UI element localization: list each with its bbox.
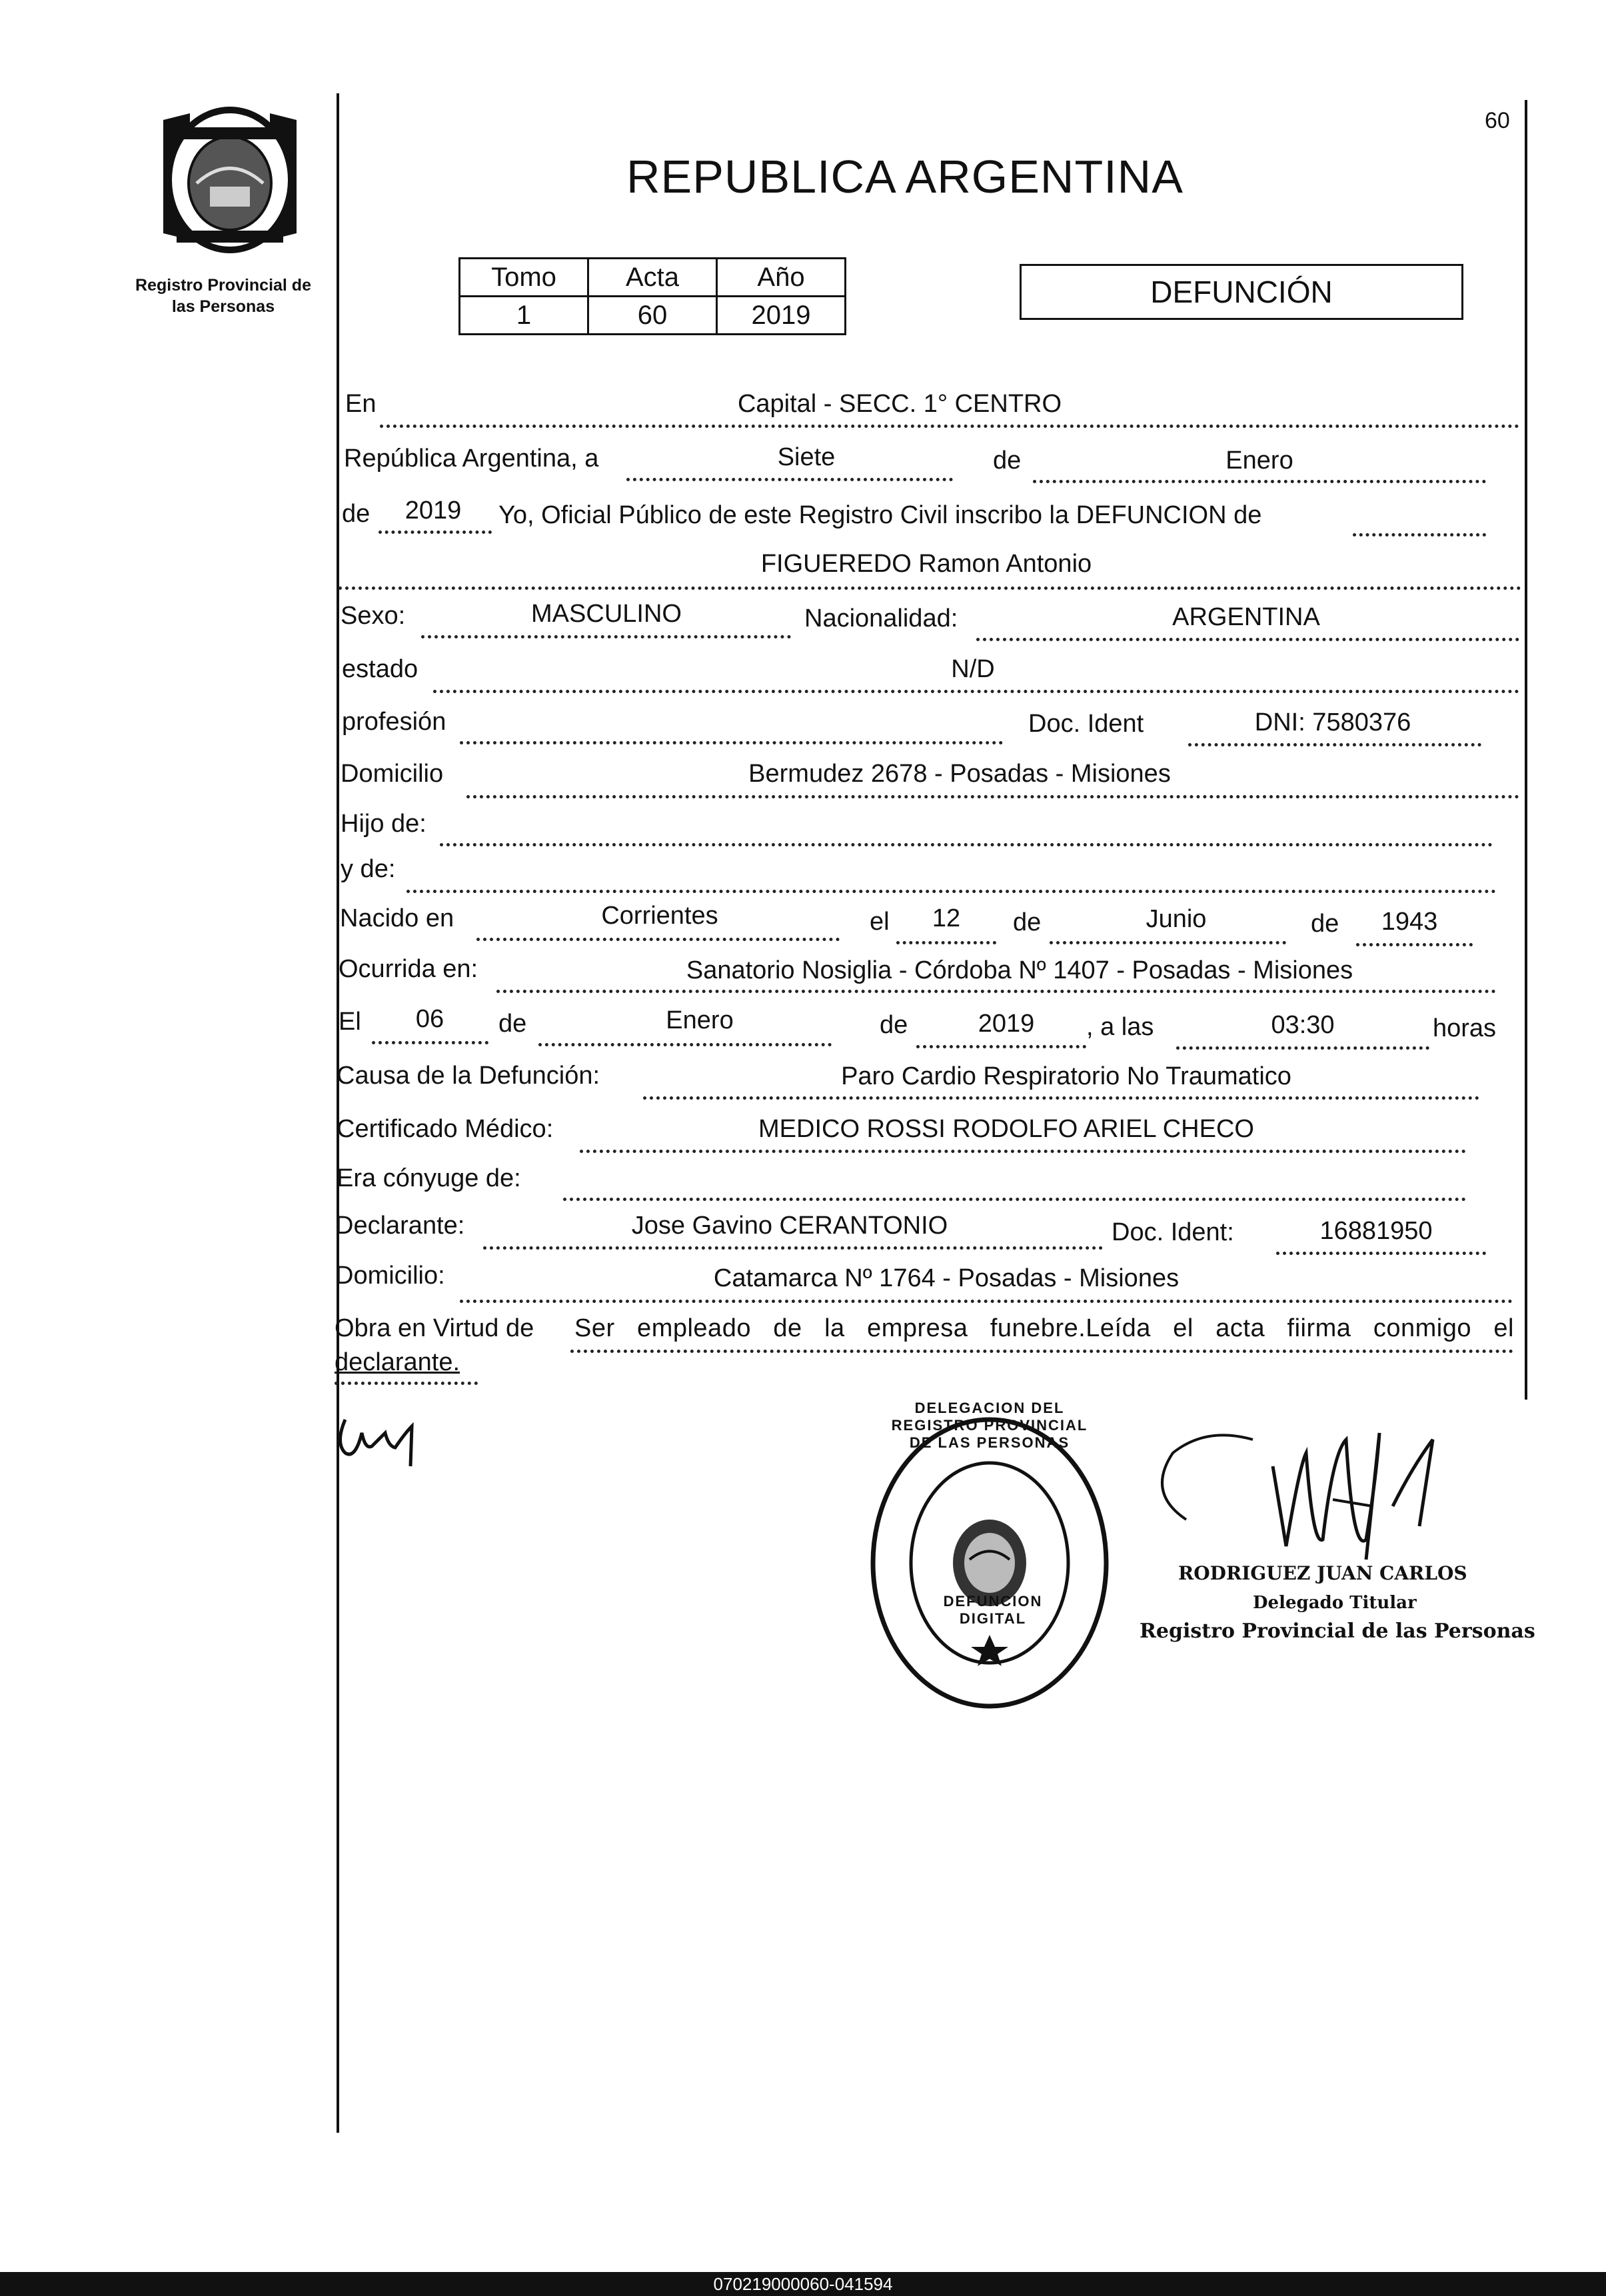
document-type-box: DEFUNCIÓN: [1020, 264, 1463, 320]
alas-label: , a las: [1086, 1013, 1154, 1041]
nacionalidad-value: ARGENTINA: [1172, 603, 1320, 631]
doc-ident-dots: [1188, 743, 1481, 746]
year-value: 2019: [404, 497, 462, 525]
nacido-dots: [476, 938, 840, 941]
birth-year: 1943: [1381, 908, 1438, 936]
right-margin-line: [1525, 100, 1527, 1400]
sexo-value: MASCULINO: [531, 600, 682, 628]
day-dots: [626, 478, 953, 481]
sexo-dots: [421, 635, 791, 638]
page-number: 60: [1485, 108, 1510, 133]
left-margin-line: [337, 93, 339, 2133]
death-month-dots: [538, 1043, 832, 1046]
death-de1-label: de: [498, 1010, 527, 1038]
ocurrida-value: Sanatorio Nosiglia - Córdoba Nº 1407 - Posadas - Misiones: [686, 956, 1353, 984]
country-title: REPUBLICA ARGENTINA: [626, 151, 1184, 203]
death-de2-label: de: [880, 1011, 908, 1039]
oficial-dots: [1353, 533, 1486, 537]
birth-month: Junio: [1146, 905, 1207, 933]
death-time-dots: [1176, 1046, 1429, 1050]
obra-label: Obra en Virtud de: [335, 1314, 534, 1342]
birth-year-dots: [1356, 943, 1473, 946]
province-seal-icon: [150, 100, 310, 260]
month-value: Enero: [1225, 447, 1293, 475]
decl-domicilio-label: Domicilio:: [335, 1262, 445, 1290]
sexo-label: Sexo:: [341, 602, 406, 630]
decl-doc-label: Doc. Ident:: [1112, 1218, 1234, 1246]
registry-stamp-icon: [863, 1410, 1116, 1716]
declarante-dots: [483, 1246, 1103, 1250]
domicilio-label: Domicilio: [341, 760, 444, 788]
declarante-label: Declarante:: [335, 1212, 465, 1240]
registry-name: Registro Provincial de las Personas: [135, 276, 311, 316]
record-table: [458, 257, 846, 335]
doc-ident-value: DNI: 7580376: [1254, 708, 1411, 736]
birth-month-dots: [1050, 941, 1286, 944]
nacido-label: Nacido en: [340, 904, 454, 932]
en-value: Capital - SECC. 1° CENTRO: [737, 390, 1062, 418]
estado-value: N/D: [951, 655, 995, 683]
domicilio-value: Bermudez 2678 - Posadas - Misiones: [748, 760, 1171, 788]
stamp-ring-text: DELEGACION DEL REGISTRO PROVINCIAL DE LAS PERSONAS: [891, 1400, 1088, 1451]
death-day-dots: [372, 1041, 488, 1044]
decl-doc-dots: [1276, 1252, 1486, 1255]
birth-de2-label: de: [1311, 910, 1339, 938]
yde-label: y de:: [341, 855, 396, 883]
yde-dots: [406, 890, 1496, 893]
obra-value-continued: declarante.: [335, 1348, 460, 1376]
obra-dots-2: [335, 1382, 478, 1385]
birth-day: 12: [932, 904, 961, 932]
death-day: 06: [415, 1005, 444, 1033]
signatory-role: Delegado Titular: [1253, 1593, 1417, 1613]
certificado-value: MEDICO ROSSI RODOLFO ARIEL CHECO: [758, 1115, 1254, 1143]
acta-header: Acta: [588, 259, 717, 297]
obra-value: Ser empleado de la empresa funebre.Leída el acta fiirma conmigo el: [574, 1314, 1514, 1342]
causa-value: Paro Cardio Respiratorio No Traumatico: [841, 1062, 1291, 1090]
stamp-inner-text: DEFUNCION DIGITAL: [943, 1593, 1043, 1627]
estado-dots: [433, 690, 1519, 693]
el2-label: El: [339, 1008, 361, 1036]
name-dots: [339, 586, 1521, 590]
oficial-text: Yo, Oficial Público de este Registro Civil inscribo la DEFUNCION de: [498, 501, 1262, 529]
birth-de1-label: de: [1013, 908, 1042, 936]
death-month: Enero: [666, 1006, 734, 1034]
doc-ident-label: Doc. Ident: [1028, 710, 1144, 738]
decl-domicilio-dots: [460, 1300, 1513, 1303]
death-time: 03:30: [1271, 1011, 1335, 1039]
hijo-label: Hijo de:: [341, 810, 426, 838]
deceased-name: FIGUEREDO Ramon Antonio: [760, 550, 1092, 578]
republica-label: República Argentina, a: [344, 445, 599, 473]
nacionalidad-label: Nacionalidad:: [804, 604, 958, 632]
tomo-header: Tomo: [460, 259, 588, 297]
estado-label: estado: [342, 655, 418, 683]
year-dots: [379, 531, 492, 534]
en-dots: [380, 425, 1519, 428]
hijo-dots: [440, 843, 1493, 846]
month-dots: [1033, 480, 1486, 483]
signatory-office: Registro Provincial de las Personas: [1140, 1620, 1535, 1643]
official-signature-icon: [1146, 1413, 1493, 1586]
decl-doc-value: 16881950: [1319, 1217, 1433, 1245]
signatory-name: RODRIGUEZ JUAN CARLOS: [1178, 1562, 1467, 1584]
day-value: Siete: [777, 443, 836, 471]
ocurrida-dots: [496, 990, 1496, 993]
el-label: el: [870, 908, 890, 936]
en-label: En: [345, 390, 377, 418]
de-label: de: [993, 447, 1022, 475]
tomo-value: 1: [460, 297, 588, 335]
certificado-label: Certificado Médico:: [337, 1115, 554, 1143]
de2-label: de: [342, 500, 371, 528]
nacido-value: Corrientes: [601, 902, 718, 930]
profesion-dots: [460, 741, 1003, 744]
causa-dots: [643, 1096, 1479, 1100]
acta-value: 60: [588, 297, 717, 335]
certificado-dots: [580, 1150, 1466, 1153]
causa-label: Causa de la Defunción:: [337, 1062, 600, 1090]
document-code: 070219000060-041594: [0, 2272, 1606, 2296]
death-year-dots: [916, 1045, 1086, 1048]
decl-domicilio-value: Catamarca Nº 1764 - Posadas - Misiones: [713, 1264, 1180, 1292]
birth-day-dots: [896, 941, 996, 944]
conyuge-dots: [563, 1198, 1466, 1201]
conyuge-label: Era cónyuge de:: [337, 1164, 521, 1192]
horas-label: horas: [1433, 1014, 1497, 1042]
profesion-label: profesión: [342, 708, 446, 736]
anio-value: 2019: [717, 297, 846, 335]
declarante-value: Jose Gavino CERANTONIO: [631, 1212, 948, 1240]
initials-signature-icon: [332, 1406, 425, 1473]
ocurrida-label: Ocurrida en:: [339, 955, 478, 983]
death-year: 2019: [978, 1010, 1035, 1038]
anio-header: Año: [717, 259, 846, 297]
nacionalidad-dots: [976, 638, 1519, 641]
domicilio-dots: [466, 795, 1519, 798]
obra-dots: [570, 1350, 1513, 1353]
